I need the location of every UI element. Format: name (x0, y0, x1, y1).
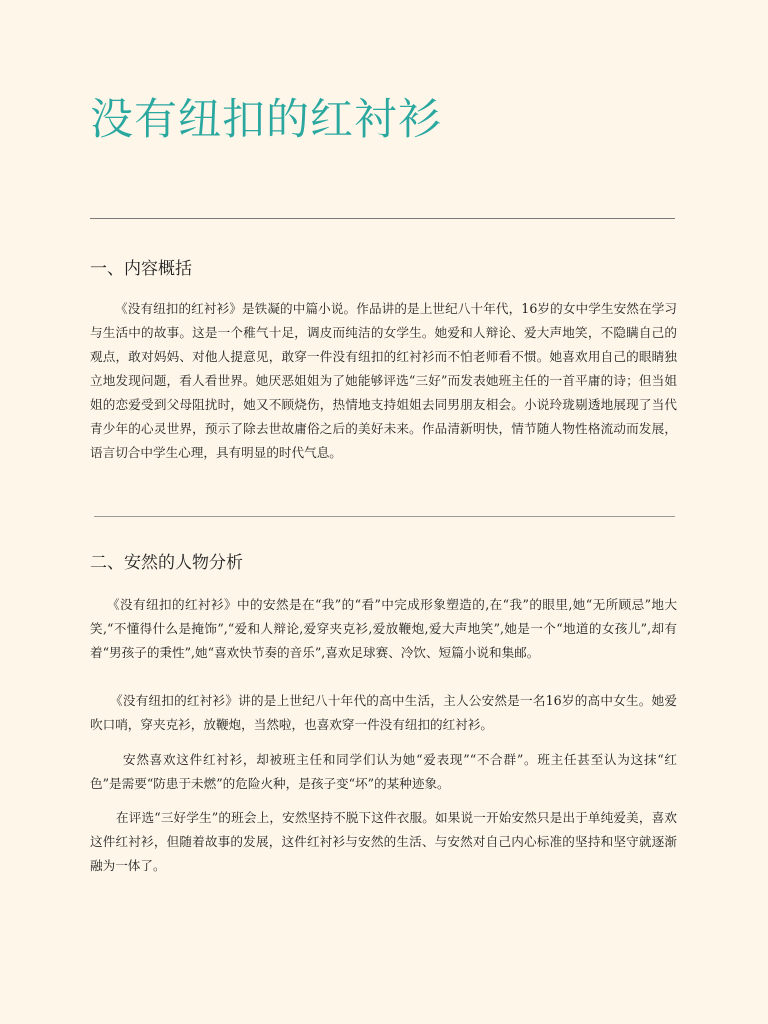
document-title: 没有纽扣的红衬衫 (90, 95, 442, 145)
analysis-paragraph-1: 《没有纽扣的红衬衫》中的安然是在“我”的“看”中完成形象塑造的,在“我”的眼里,她“无所顾忌”地大笑,“不懂得什么是掩饰”,“爱和人辩论,爱穿夹克衫,爱放鞭炮,爱大声地笑”,她是一个“地道的女孩儿”,却有着“男孩子的秉性”,她“喜欢快节奏的音乐”,喜欢足球赛、冷饮、短篇小说和集邮。 (90, 597, 677, 660)
analysis-paragraph-3: 安然喜欢这件红衬衫，却被班主任和同学们认为她“爱表现”“不合群”。班主任甚至认为这抹“红色”是需要“防患于未燃”的危险火种，是孩子变“坏”的某种迹象。 (90, 752, 677, 791)
analysis-paragraph-4: 在评选“三好学生”的班会上，安然坚持不脱下这件衣服。如果说一开始安然只是出于单纯爱美，喜欢这件红衬衫，但随着故事的发展，这件红衬衫与安然的生活、与安然对自己内心标准的坚持和坚守就逐渐融为一体了。 (90, 810, 677, 873)
title-divider (90, 218, 675, 219)
analysis-paragraph-2: 《没有纽扣的红衬衫》讲的是上世纪八十年代的高中生活，主人公安然是一名16岁的高中女生。她爱吹口哨，穿夹克衫，放鞭炮，当然啦，也喜欢穿一件没有纽扣的红衬衫。 (90, 693, 677, 732)
section-heading-character-analysis: 二、安然的人物分析 (90, 553, 243, 573)
section-heading-summary: 一、内容概括 (90, 259, 192, 279)
section-divider (94, 516, 675, 517)
summary-paragraph: 《没有纽扣的红衬衫》是铁凝的中篇小说。作品讲的是上世纪八十年代，16岁的女中学生安然在学习与生活中的故事。这是一个稚气十足，调皮而纯洁的女学生。她爱和人辩论、爱大声地笑，不隐瞒自己的观点，敢对妈妈、对他人提意见，敢穿一件没有纽扣的红衬衫而不怕老师看不惯。她喜欢用自己的眼睛独立地发现问题，看人看世界。她厌恶姐姐为了她能够评选“三好”而发表她班主任的一首平庸的诗；但当姐姐的恋爱受到父母阻扰时，她又不顾烧伤，热情地支持姐姐去同男朋友相会。小说玲珑剔透地展现了当代青少年的心灵世界，预示了除去世故庸俗之后的美好未来。作品清新明快，情节随人物性格流动而发展，语言切合中学生心理，具有明显的时代气息。 (90, 301, 677, 460)
